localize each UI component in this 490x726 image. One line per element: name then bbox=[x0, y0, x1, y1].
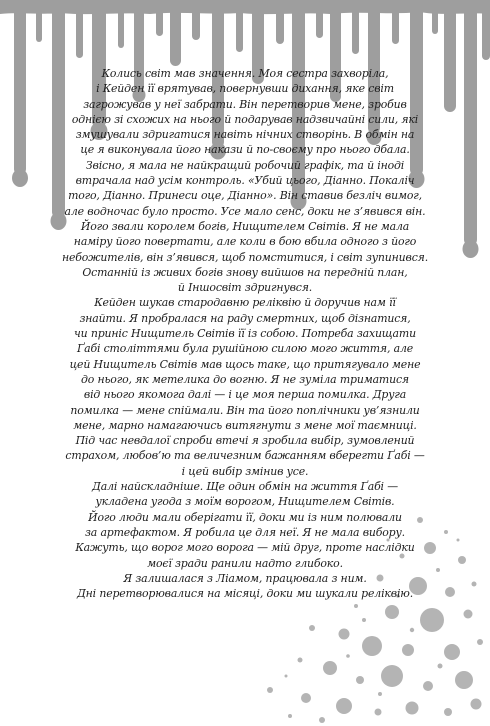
text-line: Його люди мали оберігати її, доки ми із ним полювали bbox=[88, 510, 402, 524]
text-line: до нього, як метелика до вогню. Я не зуміла триматися bbox=[81, 372, 409, 386]
text-line: моєї зради ранили надто глибоко. bbox=[147, 556, 343, 570]
text-line: знайти. Я пробралася на раду смертних, щоб дізнатися, bbox=[79, 311, 411, 325]
text-line: чи приніс Нищитель Світів її із собою. Потреба захищати bbox=[74, 327, 416, 341]
text-line: Я залишалася з Ліамом, працювала з ним. bbox=[123, 571, 367, 585]
story-recap-text bbox=[36, 66, 454, 601]
text-line: Кейден шукав стародавню реліквію й доручив нам її bbox=[94, 296, 396, 310]
text-line: того, Діанно. Принеси оце, Діанно». Він ставив безліч вимог, bbox=[68, 189, 422, 203]
text-line: й Іншосвіт здригнувся. bbox=[177, 281, 313, 295]
text-line: наміру його повертати, але коли в бою вбила одного з його bbox=[73, 235, 417, 249]
text-line: цей Нищитель Світів мав щось таке, що притягувало мене bbox=[69, 357, 421, 371]
text-line: Під час невдалої спроби втечі я зробила вибір, зумовлений bbox=[75, 434, 415, 448]
text-line: Ґабі століттями була рушійною силою мого життя, але bbox=[76, 342, 414, 356]
text-line: за артефактом. Я робила це для неї. Я не мала вибору. bbox=[85, 525, 405, 539]
text-line: але водночас було просто. Усе мало сенс, доки не з’явився він. bbox=[64, 204, 426, 218]
text-line: страхом, любов’ю та величезним бажанням вберегти Ґабі — bbox=[65, 449, 425, 463]
text-line: втрачала над усім контроль. «Убий цього, Діанно. Покаліч bbox=[75, 174, 415, 188]
text-line: Звісно, я мала не найкращий робочий графік, та й іноді bbox=[85, 158, 405, 172]
text-line: однією зі схожих на нього й подарував надзвичайні сили, які bbox=[71, 112, 419, 126]
text-line: Дні перетворювалися на місяці, доки ми шукали реліквію. bbox=[76, 587, 414, 601]
text-line: Кажуть, що ворог мого ворога — мій друг, проте наслідки bbox=[75, 541, 415, 555]
text-line: загрожував у неї забрати. Він перетворив мене, зробив bbox=[83, 97, 407, 111]
text-line: Останній із живих богів знову вийшов на передній план, bbox=[82, 265, 408, 279]
text-line: Далі найскладніше. Ще один обмін на життя Ґабі — bbox=[92, 480, 398, 494]
text-line: помилка — мене спіймали. Він та його поплічники ув’язнили bbox=[70, 403, 420, 417]
text-line: це я виконувала його накази й по-своєму про нього дбала. bbox=[80, 143, 410, 157]
text-line: від нього якомога далі — і це моя перша помилка. Друга bbox=[83, 388, 407, 402]
text-line: укладена угода з моїм ворогом, Нищителем Світів. bbox=[95, 495, 395, 509]
text-line: змушували здригатися навіть нічних створінь. В обмін на bbox=[75, 128, 415, 142]
text-line: мене, марно намагаючись витягнути з мене мої таємниці. bbox=[73, 418, 417, 432]
text-line: і цей вибір змінив усе. bbox=[181, 464, 309, 478]
text-line: і Кейден її врятував, повернувши дихання, яке світ bbox=[96, 82, 394, 96]
text-line: Колись світ мав значення. Моя сестра захворіла, bbox=[101, 67, 389, 80]
text-line: Його звали королем богів, Нищителем Світів. Я не мала bbox=[80, 219, 410, 233]
text-line: небожителів, він з’явився, щоб помститися, і світ зупинився. bbox=[61, 250, 429, 264]
